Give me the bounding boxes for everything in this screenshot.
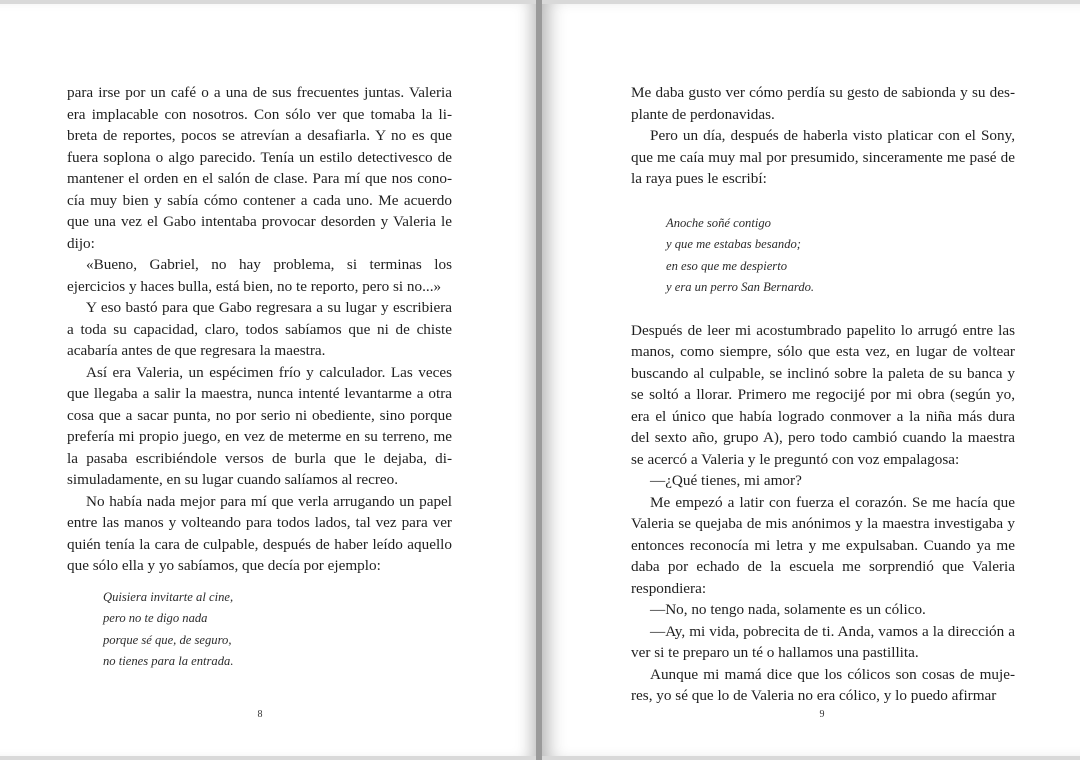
paragraph: «Bueno, Gabriel, no hay problema, si terminas los ejercicios y haces bulla, está bien, no te reporto, pero si no...» (67, 256, 452, 295)
page-number: 9 (819, 709, 825, 720)
verse-line: Quisiera invitarte al cine, (103, 589, 234, 604)
dialogue-line: —No, no tengo nada, solamente es un cólico. (650, 601, 926, 619)
paragraph: Pero un día, después de haberla visto platicar con el Sony, que me caía muy mal por presumido, sinceramente me pasé de la raya pues le escribí: (631, 127, 1015, 187)
paragraph: No había nada mejor para mí que verla arrugando un papel entre las manos y volteando para todos lados, tal vez para ver quién tenía la cara de culpable, después de haber leído aquello que sólo ella y yo sabíamos, que decía por ejemplo: (67, 492, 452, 574)
verse-line: y que me estabas besando; (666, 237, 802, 252)
paragraph: Me daba gusto ver cómo perdía su gesto de sabionda y su desplante de perdonavidas. (631, 84, 1015, 123)
right-page (542, 4, 1080, 756)
verse-line: en eso que me despierto (666, 258, 788, 273)
page-number: 8 (257, 709, 263, 720)
left-page (0, 4, 536, 756)
left-page-text (67, 82, 452, 673)
paragraph: para irse por un café o a una de sus frecuentes juntas. Valeria era implacable con nosotros. Con sólo ver que tomaba la libreta de reportes, pocos se atrevían a desafiarla. Y no es que fuera soplona o algo parecido. Tenía un estilo detectivesco de mantener el orden en el salón de clase. Para mí que nos conocía muy bien y sabía cómo contener a cada uno. Me acuerdo que una vez el Gabo intentaba provocar desorden y Valeria le dijo: (67, 84, 452, 252)
dialogue-line: —Ay, mi vida, pobrecita de ti. Anda, vamos a la dirección a ver si te preparo un té o hallamos una pastillita. (631, 622, 1015, 662)
verse-line: y era un perro San Bernardo. (666, 280, 815, 295)
verse-line: Anoche soñé contigo (666, 215, 771, 230)
paragraph: Así era Valeria, un espécimen frío y calculador. Las veces que llegaba a salir la maestra, nunca intenté levantarme a otra cosa que a sacar punta, no por serio ni obediente, sino porque prefería mi propio juego, en vez de meterme en su terreno, me la pasaba escribiéndole versos de burla que le dejaba, disimuladamente, en su lugar cuando salíamos al recreo. (67, 363, 452, 488)
verse-line: no tienes para la entrada. (103, 654, 234, 669)
dialogue-line: —¿Qué tienes, mi amor? (650, 472, 802, 490)
verse-line: pero no te digo nada (103, 611, 208, 626)
paragraph: Aunque mi mamá dice que los cólicos son cosas de mujeres, yo sé que lo de Valeria no era cólico, y lo puedo afirmar (631, 665, 1015, 705)
verse-block (103, 587, 452, 673)
right-page-text (631, 82, 1015, 707)
verse-line: porque sé que, de seguro, (103, 632, 232, 647)
verse-block (666, 213, 1015, 299)
paragraph: Me empezó a latir con fuerza el corazón. Se me hacía que Valeria se quejaba de mis anónimos y la maestra investigaba y entonces reconocía mi letra y me expulsaban. Cuando ya me daba por echado de la escuela me sorprendió que Valeria respondiera: (631, 493, 1015, 597)
paragraph: Después de leer mi acostumbrado papelito lo arrugó entre las manos, como siempre, sólo que esta vez, en lugar de voltear buscando al culpable, se inclinó sobre la paleta de su banca y se soltó a llorar. Primero me regocijé por mi obra (según yo, era el único que había logrado conmover a la niña más dura del sexto año, grupo A), pero todo cambió cuando la maestra se acercó a Valeria y le preguntó con voz empalagosa: (631, 321, 1015, 468)
paragraph: Y eso bastó para que Gabo regresara a su lugar y escribiera a toda su capacidad, claro, todos sabíamos que ni de chiste acabaría antes de que regresara la maestra. (67, 299, 452, 359)
